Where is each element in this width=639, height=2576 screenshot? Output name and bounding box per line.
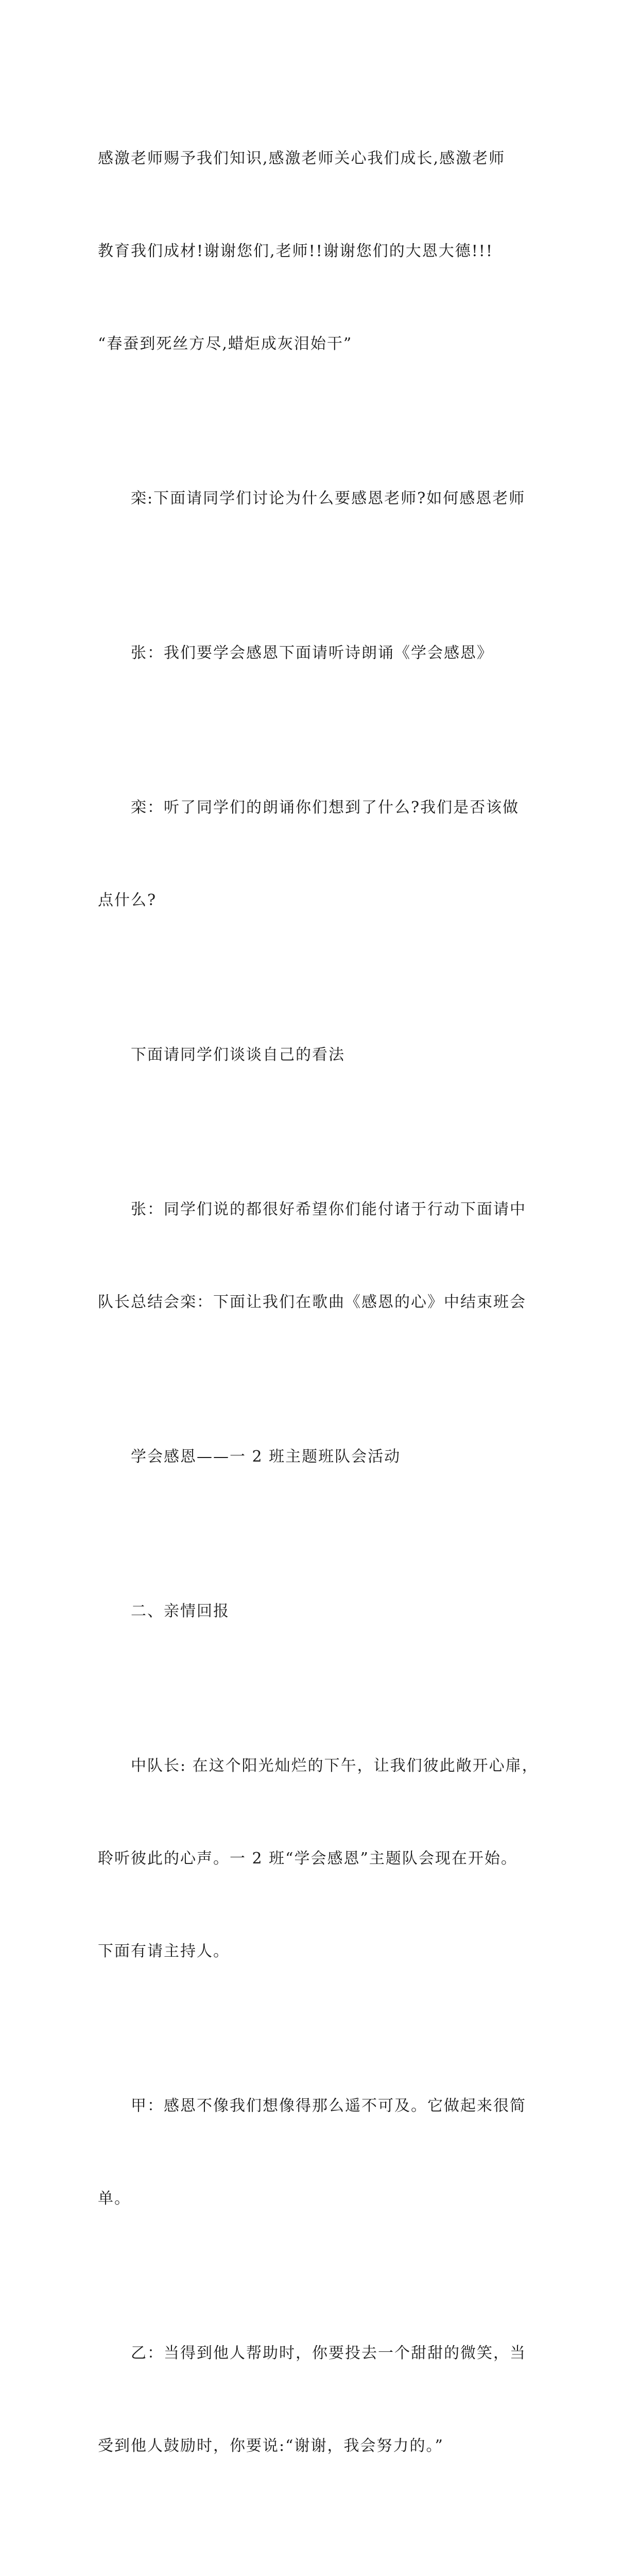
paragraph-9	[98, 1689, 551, 2029]
text-line: 乙：当得到他人帮助时，你要投去一个甜甜的微笑，当	[131, 2344, 526, 2362]
text-line: 受到他人鼓励时，你要说:“谢谢，我会努力的。”	[98, 2437, 444, 2455]
text-line: 聆听彼此的心声。一 2 班“学会感恩”主题队会现在开始。	[98, 1850, 517, 1868]
paragraph-4	[98, 731, 551, 978]
text-line: 感激老师赐予我们知识,感激老师关心我们成长,感激老师	[98, 149, 506, 167]
text-line: 张：我们要学会感恩下面请听诗朗诵《学会感恩》	[131, 644, 493, 662]
text-line: 点什么?	[98, 891, 157, 909]
text-line: 栾:下面请同学们讨论为什么要感恩老师?如何感恩老师	[131, 489, 526, 507]
paragraph-1	[98, 81, 551, 421]
paragraph-8	[98, 1534, 551, 1689]
paragraph-12	[98, 2523, 551, 2576]
text-line: 下面请同学们谈谈自己的看法	[131, 1046, 345, 1064]
text-line: 教育我们成材!谢谢您们,老师!!谢谢您们的大恩大德!!!	[98, 242, 493, 260]
text-line: “春蚕到死丝方尽,蜡炬成灰泪始干”	[98, 335, 353, 353]
text-line: 二、亲情回报	[131, 1602, 230, 1620]
paragraph-11	[98, 2276, 551, 2523]
text-line: 中队长: 在这个阳光灿烂的下午，让我们彼此敞开心扉，	[131, 1757, 539, 1775]
paragraph-2	[98, 421, 551, 576]
text-line: 栾：听了同学们的朗诵你们想到了什么?我们是否该做	[131, 799, 520, 817]
paragraph-3	[98, 576, 551, 731]
paragraph-6	[98, 1132, 551, 1380]
text-line: 队长总结会栾：下面让我们在歌曲《感恩的心》中结束班会	[98, 1293, 526, 1311]
document-body	[98, 81, 551, 2576]
text-line: 单。	[98, 2190, 131, 2208]
paragraph-10	[98, 2029, 551, 2276]
paragraph-7	[98, 1380, 551, 1534]
text-line: 甲：感恩不像我们想像得那么遥不可及。它做起来很简	[131, 2097, 526, 2115]
text-line: 学会感恩——一 2 班主题班队会活动	[131, 1448, 401, 1466]
paragraph-5	[98, 978, 551, 1132]
text-line: 下面有请主持人。	[98, 1942, 230, 1960]
text-line: 张：同学们说的都很好希望你们能付诸于行动下面请中	[131, 1200, 526, 1218]
